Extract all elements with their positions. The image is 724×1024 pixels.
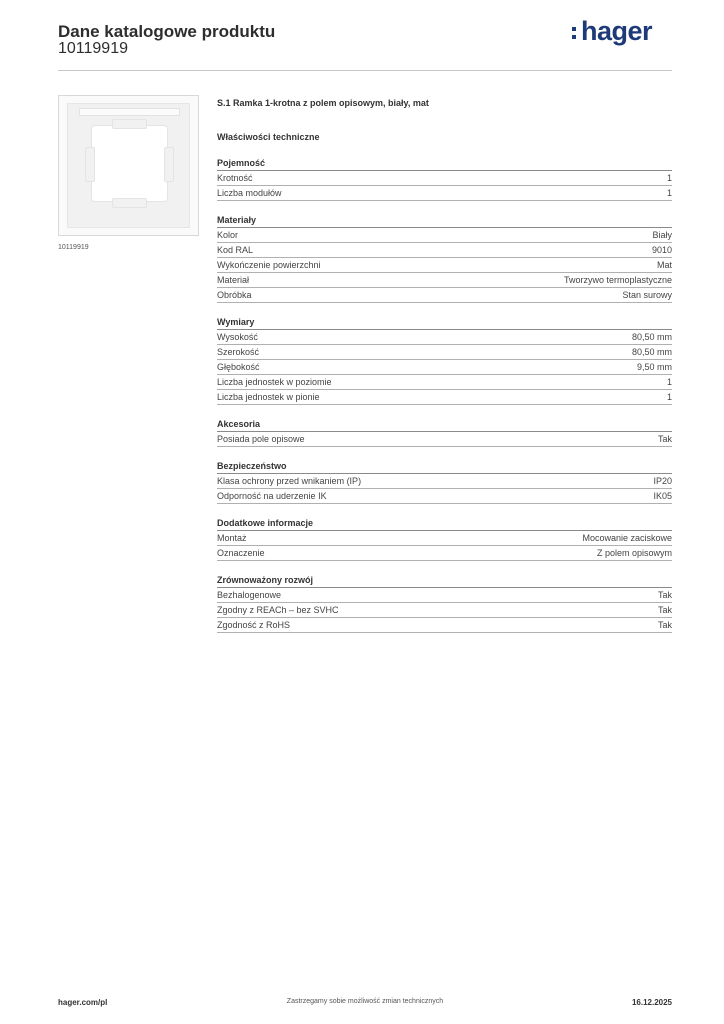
property-label: Liczba jednostek w pionie [217, 392, 320, 402]
page-header [58, 16, 672, 71]
property-section [217, 156, 672, 201]
property-label: Szerokość [217, 347, 260, 357]
property-row [217, 375, 672, 390]
property-value: Biały [652, 230, 672, 240]
frame-tab-bottom [112, 198, 147, 208]
property-label: Wykończenie powierzchni [217, 260, 321, 270]
property-section [217, 417, 672, 447]
property-row [217, 546, 672, 561]
frame-tab-left [85, 147, 95, 182]
frame-illustration [67, 103, 190, 228]
property-row [217, 273, 672, 288]
property-row [217, 489, 672, 504]
property-label: Liczba modułów [217, 188, 282, 198]
frame-label-field [79, 108, 180, 116]
image-caption: 10119919 [58, 244, 89, 251]
technical-properties-heading: Właściwości techniczne [217, 132, 320, 142]
property-value: Tak [657, 434, 672, 444]
property-value: Tworzywo termoplastyczne [563, 275, 672, 285]
property-section [217, 516, 672, 561]
property-label: Zgodność z RoHS [217, 620, 291, 630]
property-label: Odporność na uderzenie IK [217, 491, 327, 501]
property-row [217, 390, 672, 405]
property-value: 1 [666, 173, 672, 183]
property-label: Bezhalogenowe [217, 590, 282, 600]
logo-text: hager [580, 16, 652, 46]
property-row [217, 288, 672, 303]
property-label: Wysokość [217, 332, 258, 342]
property-row [217, 432, 672, 447]
property-row [217, 243, 672, 258]
property-value: Mat [656, 260, 672, 270]
property-section [217, 459, 672, 504]
property-value: Tak [657, 590, 672, 600]
property-value: 9,50 mm [636, 362, 672, 372]
property-value: IP20 [653, 476, 672, 486]
footer-url[interactable]: hager.com/pl [58, 998, 108, 1007]
property-row [217, 258, 672, 273]
property-value: 1 [666, 188, 672, 198]
property-row [217, 588, 672, 603]
section-title: Dodatkowe informacje [217, 516, 672, 531]
section-title: Wymiary [217, 315, 672, 330]
property-label: Kolor [217, 230, 239, 240]
property-value: 1 [666, 377, 672, 387]
property-row [217, 228, 672, 243]
section-title: Materiały [217, 213, 672, 228]
property-label: Kod RAL [217, 245, 254, 255]
page-footer [58, 998, 672, 1010]
property-label: Materiał [217, 275, 250, 285]
product-image [58, 95, 199, 236]
property-label: Oznaczenie [217, 548, 265, 558]
section-title: Pojemność [217, 156, 672, 171]
hager-logo [581, 16, 652, 47]
property-label: Zgodny z REACh – bez SVHC [217, 605, 339, 615]
property-row [217, 186, 672, 201]
property-label: Obróbka [217, 290, 252, 300]
property-value: Tak [657, 620, 672, 630]
frame-tab-right [164, 147, 174, 182]
property-section [217, 573, 672, 633]
section-title: Bezpieczeństwo [217, 459, 672, 474]
property-row [217, 618, 672, 633]
footer-disclaimer: Zastrzegamy sobie możliwość zmian technicznych [286, 998, 444, 1005]
product-details [217, 96, 672, 633]
property-section [217, 315, 672, 405]
property-row [217, 603, 672, 618]
property-value: 80,50 mm [631, 347, 672, 357]
section-title: Akcesoria [217, 417, 672, 432]
property-row [217, 330, 672, 345]
property-label: Posiada pole opisowe [217, 434, 305, 444]
property-label: Liczba jednostek w poziomie [217, 377, 332, 387]
frame-tab-top [112, 119, 147, 129]
footer-date: 16.12.2025 [631, 998, 672, 1007]
property-value: Mocowanie zaciskowe [582, 533, 672, 543]
property-value: Stan surowy [622, 290, 672, 300]
property-label: Klasa ochrony przed wnikaniem (IP) [217, 476, 362, 486]
product-number: 10119919 [58, 40, 128, 57]
property-value: IK05 [653, 491, 672, 501]
property-row [217, 345, 672, 360]
property-row [217, 531, 672, 546]
property-sections [217, 156, 672, 633]
property-value: Tak [657, 605, 672, 615]
property-label: Głębokość [217, 362, 260, 372]
property-label: Montaż [217, 533, 247, 543]
section-title: Zrównoważony rozwój [217, 573, 672, 588]
property-row [217, 474, 672, 489]
property-row [217, 171, 672, 186]
property-label: Krotność [217, 173, 253, 183]
property-value: Z polem opisowym [596, 548, 672, 558]
page-title: Dane katalogowe produktu [58, 22, 276, 41]
property-value: 80,50 mm [631, 332, 672, 342]
property-value: 1 [666, 392, 672, 402]
property-row [217, 360, 672, 375]
property-value: 9010 [651, 245, 672, 255]
frame-opening [91, 125, 168, 202]
property-section [217, 213, 672, 303]
logo-dots-icon [572, 27, 577, 43]
product-title: S.1 Ramka 1-krotna z polem opisowym, biały, mat [217, 98, 429, 108]
